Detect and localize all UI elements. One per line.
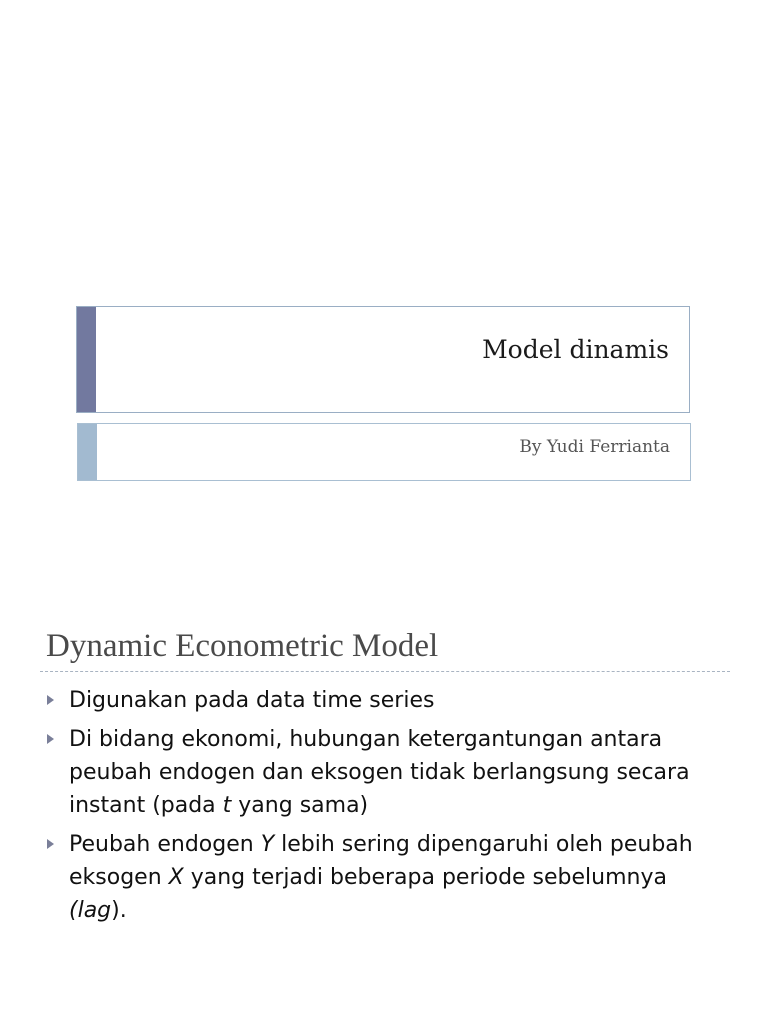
triangle-bullet-icon	[47, 695, 54, 705]
title-box	[76, 306, 690, 413]
bullet-item	[46, 828, 726, 927]
slide-title: Model dinamis	[482, 335, 669, 364]
subtitle-accent-bar	[78, 424, 97, 480]
slide-subtitle: By Yudi Ferrianta	[519, 437, 670, 457]
bullet-text: Digunakan pada data time series	[69, 688, 435, 713]
heading-divider	[40, 671, 730, 672]
triangle-bullet-icon	[47, 734, 54, 744]
bullet-item	[46, 723, 726, 822]
title-accent-bar	[77, 307, 96, 412]
bullet-italic-text: (lag	[69, 898, 112, 923]
subtitle-box	[77, 423, 691, 481]
bullet-list	[46, 684, 726, 933]
bullet-text: Di bidang ekonomi, hubungan ketergantungan antara peubah endogen dan eksogen tidak berlangsung secara instant (pada	[69, 727, 690, 818]
bullet-text: yang sama)	[231, 793, 369, 818]
bullet-italic-text: X	[168, 865, 184, 890]
bullet-italic-text: Y	[260, 832, 275, 857]
triangle-bullet-icon	[47, 839, 54, 849]
bullet-italic-text: t	[222, 793, 232, 818]
bullet-text: lebih sering dipengaruhi oleh peubah eksogen	[69, 832, 693, 890]
bullet-text: Peubah endogen	[69, 832, 261, 857]
bullet-text: yang terjadi beberapa periode sebelumnya	[183, 865, 667, 890]
slide-heading: Dynamic Econometric Model	[46, 628, 439, 664]
bullet-text: ).	[111, 898, 127, 923]
bullet-item	[46, 684, 726, 717]
